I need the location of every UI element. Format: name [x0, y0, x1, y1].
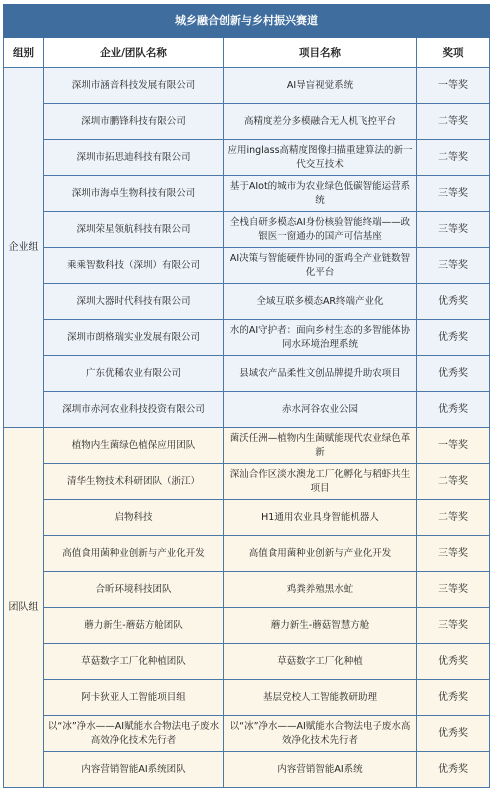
- award-cell: 三等奖: [417, 212, 490, 248]
- org-cell: 深圳市鹏锋科技有限公司: [44, 104, 224, 140]
- header-group: 组别: [4, 38, 44, 68]
- project-cell: 菌沃任洲—植物内生菌赋能现代农业绿色革新: [224, 428, 417, 464]
- table-row: [4, 284, 490, 320]
- award-cell: 优秀奖: [417, 320, 490, 356]
- project-cell: 深汕合作区淡水澳龙工厂化孵化与稻虾共生项目: [224, 464, 417, 500]
- project-cell: AI决策与智能硬件协同的蛋鸡全产业链数智化平台: [224, 248, 417, 284]
- org-cell: 以“冰”净水——AI赋能水合物法电子废水高效净化技术先行者: [44, 716, 224, 752]
- table-title: 城乡融合创新与乡村振兴赛道: [4, 5, 490, 38]
- project-cell: 鸡粪养殖黑水虻: [224, 572, 417, 608]
- table-row: [4, 356, 490, 392]
- table-row: [4, 608, 490, 644]
- table-row: [4, 536, 490, 572]
- award-cell: 三等奖: [417, 608, 490, 644]
- group-label: 企业组: [4, 68, 44, 428]
- project-cell: AI导盲视觉系统: [224, 68, 417, 104]
- table-row: [4, 428, 490, 464]
- org-cell: 广东优稀农业有限公司: [44, 356, 224, 392]
- org-cell: 阿卡狄亚人工智能项目组: [44, 680, 224, 716]
- project-cell: 高值食用菌种业创新与产业化开发: [224, 536, 417, 572]
- header-award: 奖项: [417, 38, 490, 68]
- table-row: [4, 572, 490, 608]
- table-row: [4, 320, 490, 356]
- org-cell: 启物科技: [44, 500, 224, 536]
- project-cell: 蘑力新生-蘑菇智慧方舱: [224, 608, 417, 644]
- award-cell: 一等奖: [417, 68, 490, 104]
- org-cell: 乘乘智数科技（深圳）有限公司: [44, 248, 224, 284]
- award-cell: 优秀奖: [417, 644, 490, 680]
- org-cell: 高值食用菌种业创新与产业化开发: [44, 536, 224, 572]
- award-cell: 优秀奖: [417, 392, 490, 428]
- table-row: [4, 680, 490, 716]
- project-cell: 县域农产品柔性文创品牌提升助农项目: [224, 356, 417, 392]
- project-cell: 草菇数字工厂化种植: [224, 644, 417, 680]
- org-cell: 深圳市涵音科技发展有限公司: [44, 68, 224, 104]
- table-row: [4, 248, 490, 284]
- project-cell: 基于AIot的城市为农业绿色低碳智能运营系统: [224, 176, 417, 212]
- awards-table: [3, 4, 490, 788]
- project-cell: 应用inglass高精度图像扫描重建算法的新一代交互技术: [224, 140, 417, 176]
- org-cell: 内容营销智能AI系统团队: [44, 752, 224, 788]
- org-cell: 深圳市朗格瑞实业发展有限公司: [44, 320, 224, 356]
- award-cell: 三等奖: [417, 248, 490, 284]
- org-cell: 深圳荣星领航科技有限公司: [44, 212, 224, 248]
- award-cell: 一等奖: [417, 428, 490, 464]
- award-cell: 二等奖: [417, 464, 490, 500]
- award-cell: 三等奖: [417, 536, 490, 572]
- org-cell: 植物内生菌绿色植保应用团队: [44, 428, 224, 464]
- project-cell: H1通用农业具身智能机器人: [224, 500, 417, 536]
- award-cell: 二等奖: [417, 140, 490, 176]
- project-cell: 全域互联多模态AR终端产业化: [224, 284, 417, 320]
- table-row: [4, 752, 490, 788]
- table-row: [4, 644, 490, 680]
- table-row: [4, 464, 490, 500]
- table-row: [4, 212, 490, 248]
- award-cell: 三等奖: [417, 572, 490, 608]
- table-row: [4, 140, 490, 176]
- project-cell: 全栈自研多模态AI身份核验智能终端——政银医一窗通办的国产可信基座: [224, 212, 417, 248]
- org-cell: 深圳大器时代科技有限公司: [44, 284, 224, 320]
- org-cell: 深圳市赤河农业科技投资有限公司: [44, 392, 224, 428]
- org-cell: 合昕环境科技团队: [44, 572, 224, 608]
- title-row: [4, 5, 490, 38]
- project-cell: 以“冰”净水——AI赋能水合物法电子废水高效净化技术先行者: [224, 716, 417, 752]
- project-cell: 赤水河谷农业公园: [224, 392, 417, 428]
- org-cell: 深圳市拓思迪科技有限公司: [44, 140, 224, 176]
- table-body: [4, 68, 490, 788]
- award-cell: 二等奖: [417, 104, 490, 140]
- project-cell: 基层党校人工智能教研助理: [224, 680, 417, 716]
- group-label: 团队组: [4, 428, 44, 788]
- award-cell: 优秀奖: [417, 356, 490, 392]
- awards-table-container: [3, 4, 489, 788]
- table-row: [4, 500, 490, 536]
- award-cell: 优秀奖: [417, 680, 490, 716]
- award-cell: 优秀奖: [417, 284, 490, 320]
- header-project: 项目名称: [224, 38, 417, 68]
- header-org: 企业/团队名称: [44, 38, 224, 68]
- award-cell: 二等奖: [417, 500, 490, 536]
- project-cell: 高精度差分多模融合无人机飞控平台: [224, 104, 417, 140]
- table-row: [4, 176, 490, 212]
- award-cell: 优秀奖: [417, 752, 490, 788]
- project-cell: 水的AI守护者：面向乡村生态的多智能体协同水环境治理系统: [224, 320, 417, 356]
- org-cell: 蘑力新生-蘑菇方舱团队: [44, 608, 224, 644]
- org-cell: 深圳市海卓生物科技有限公司: [44, 176, 224, 212]
- header-row: [4, 38, 490, 68]
- table-row: [4, 104, 490, 140]
- table-row: [4, 392, 490, 428]
- org-cell: 草菇数字工厂化种植团队: [44, 644, 224, 680]
- org-cell: 清华生物技术科研团队（浙江）: [44, 464, 224, 500]
- award-cell: 优秀奖: [417, 716, 490, 752]
- project-cell: 内容营销智能AI系统: [224, 752, 417, 788]
- table-row: [4, 716, 490, 752]
- award-cell: 三等奖: [417, 176, 490, 212]
- table-row: [4, 68, 490, 104]
